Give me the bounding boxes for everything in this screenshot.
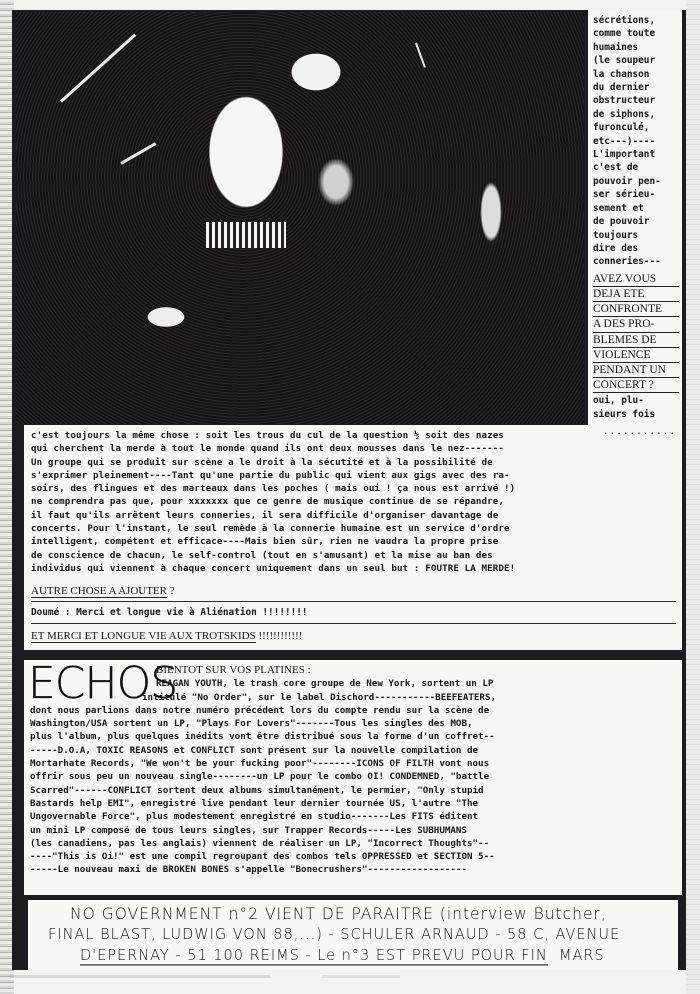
echos-line: REAGAN YOUTH, le trash core groupe de New York, sortent un LP bbox=[156, 678, 494, 690]
echos-line: ----"This is Oi!" est une compil regroupant des combos tels OPPRESSED et SECTION 5-- bbox=[30, 851, 495, 863]
interview-question-line: AVEZ VOUS bbox=[593, 273, 679, 287]
echos-line: Washington/USA sortent un LP, "Plays For Lovers"-------Tous les singles des MOB, bbox=[30, 718, 473, 730]
interview-question-2 bbox=[31, 584, 676, 602]
question-2-text: AUTRE CHOSE A AJOUTER bbox=[31, 585, 167, 598]
announcement-address: D'EPERNAY - 51 100 REIMS - Le n°3 EST PREVU POUR FIN bbox=[80, 947, 548, 965]
announcement-line-2: FINAL BLAST, LUDWIG VON 88,...) - SCHULER ARNAUD - 58 C, AVENUE bbox=[48, 926, 621, 944]
photo-light-streak bbox=[60, 33, 136, 102]
side-text-line: sécrétions, bbox=[593, 15, 656, 26]
interview-closing bbox=[31, 624, 676, 643]
interview-body-line: s'exprimer pleinement----Tant qu'une partie du public qui vient aux gigs avec des ra- bbox=[31, 469, 510, 481]
side-text-line: ser sérieu- bbox=[593, 189, 656, 201]
closing-text: ET MERCI ET LONGUE VIE AUX TROTSKIDS bbox=[31, 629, 256, 642]
echos-line: plus l'album, plus quelques inédits vont être distribué sous la forme d'un coffret-- bbox=[30, 731, 495, 743]
echos-heading: ECHOS bbox=[28, 658, 178, 709]
interview-body-line: concerts. Pour l'instant, le seul remède à la connerie humaine est un service d'ordre bbox=[31, 523, 510, 535]
side-text-line: de pouvoir bbox=[593, 216, 650, 228]
side-text-line: conneries--- bbox=[593, 256, 661, 268]
interview-answer-block bbox=[24, 425, 682, 650]
side-text-line: de siphons, bbox=[593, 108, 656, 120]
side-text-line: etc---)---- bbox=[593, 135, 656, 147]
side-text-line: furonculé, bbox=[593, 122, 650, 134]
echos-line: Scarred"------CONFLICT sortent deux albums simultanément, le permier, "Only stupid bbox=[30, 784, 484, 796]
side-text-line: dire des bbox=[593, 242, 639, 254]
echos-line: -----Le nouveau maxi de BROKEN BONES s'appelle "Bonecrushers"------------------ bbox=[30, 864, 467, 876]
announcement-line-1: NO GOVERNMENT n°2 VIENT DE PARAITRE (interview Butcher, bbox=[70, 904, 607, 924]
interview-body-line: qui cherchent la merde à tout le monde quand ils ont deux mousses dans le nez------- bbox=[31, 443, 505, 455]
interview-body-line: il faut qu'ils arrêtent leurs conneries, il sera difficile d'organiser davantage de bbox=[31, 509, 499, 521]
closing-marks: !!!!!!!!!!!! bbox=[255, 629, 303, 642]
side-text-line: obstructeur bbox=[593, 95, 656, 107]
interview-body-line: individus qui viennent à chaque concert uniquement dans un seul but : FOUTRE LA MERDE! bbox=[31, 562, 516, 574]
side-text-line: du dernier bbox=[593, 82, 650, 94]
scan-margin-right bbox=[686, 0, 700, 994]
side-text-line: humaines bbox=[593, 41, 639, 53]
echos-line: Ungovernable Force", plus modestement enregistré en studio-------Les FITS éditent bbox=[30, 811, 479, 823]
echos-line: Bastards help EMI", enregistré live pendant leur dernier tournée US, l'autre "The bbox=[30, 797, 479, 809]
echos-line: -----D.O.A, TOXIC REASONS et CONFLICT sont présent sur la nouvelle compilation de bbox=[30, 744, 479, 756]
side-answer-line: sieurs fois bbox=[593, 408, 656, 420]
interview-question-line: VIOLENCE bbox=[593, 349, 679, 363]
echos-line: un mini LP composé de tous leurs singles, sur Trapper Records-----Les SUBHUMANS bbox=[30, 824, 467, 836]
echos-news-section bbox=[24, 660, 682, 895]
side-text-line: L'important bbox=[593, 149, 656, 161]
interview-body-line: Un groupe qui se produit sur scène a le droit à la sécutité et à la possibilité de bbox=[31, 456, 493, 468]
interview-body-line: de conscience de chacun, le self-control (tout en s'amusant) et la mise au ban des bbox=[31, 549, 493, 561]
interview-body-line: c'est toujours la même chose : soit les trous du cul de la question ½ soit des nazes bbox=[31, 430, 505, 441]
photo-light-streak bbox=[120, 142, 156, 165]
echos-line: dont nous parlions dans notre numéro précédent lors du compte rendu sur la scène de bbox=[30, 704, 490, 716]
question-2-mark: ? bbox=[167, 585, 175, 598]
interview-question-line: A DES PRO- bbox=[593, 318, 679, 332]
echos-line: (les canadiens, pas les anglais) viennent de réaliser un LP, "Incorrect Thoughts"-- bbox=[30, 837, 490, 849]
interview-body-line: ne comprendra pas que, pour xxxxxxx que ce genre de musique continue de se répandre, bbox=[31, 496, 505, 508]
echos-line: offrir sous peu un nouveau single--------un LP pour le combo OI! CONDEMNED, "battle bbox=[30, 771, 490, 783]
echos-line: Mortarhate Records, "We won't be your fucking poor"--------ICONS OF FILTH vont nous bbox=[30, 758, 490, 770]
interview-body-line: soirs, des flingues et des marteaux dans les poches ( mais oui ! ça nous est arrivé !) bbox=[31, 483, 516, 495]
side-text-line: la chanson bbox=[593, 68, 650, 80]
side-answer-line: oui, plu- bbox=[593, 395, 644, 407]
echos-line: intitulé "No Order", sur le label Dischord-----------BEEFEATERS, bbox=[142, 691, 497, 703]
interview-question-line: PENDANT UN bbox=[593, 364, 679, 378]
interview-question-line: DEJA ETE bbox=[593, 288, 679, 302]
interview-side-column bbox=[588, 10, 682, 430]
interview-question-line: CONFRONTE bbox=[593, 303, 679, 317]
concert-photo bbox=[16, 12, 584, 424]
scan-smudge bbox=[10, 975, 660, 978]
side-text-line: toujours bbox=[593, 229, 639, 241]
handwritten-announcement bbox=[28, 900, 678, 970]
photo-fringe-detail bbox=[206, 222, 286, 248]
announcement-month: MARS bbox=[547, 947, 605, 965]
interview-answer-2: Doumé : Merci et longue vie à Aliénation !!!!!!!! bbox=[31, 602, 676, 623]
side-text-line: (le soupeur bbox=[593, 55, 656, 67]
echos-subheading: BIENTOT SUR VOS PLATINES : bbox=[156, 664, 311, 676]
interview-body-line: intelligent, compétent et efficace----Mais bien sûr, rien ne vaudra la propre prise bbox=[31, 536, 499, 548]
interview-question-line: BLEMES DE bbox=[593, 334, 679, 348]
side-text-line: c'est de bbox=[593, 162, 639, 174]
photo-light-streak bbox=[415, 43, 426, 68]
side-text-line: pouvoir pen- bbox=[593, 175, 661, 187]
dotted-leader: ........... bbox=[602, 426, 676, 437]
interview-question-line: CONCERT ? bbox=[593, 379, 679, 393]
side-text-line: sement et bbox=[593, 202, 644, 214]
echos-header-lines bbox=[142, 664, 676, 704]
announcement-line-3 bbox=[28, 945, 678, 967]
side-text-line: comme toute bbox=[593, 28, 656, 40]
